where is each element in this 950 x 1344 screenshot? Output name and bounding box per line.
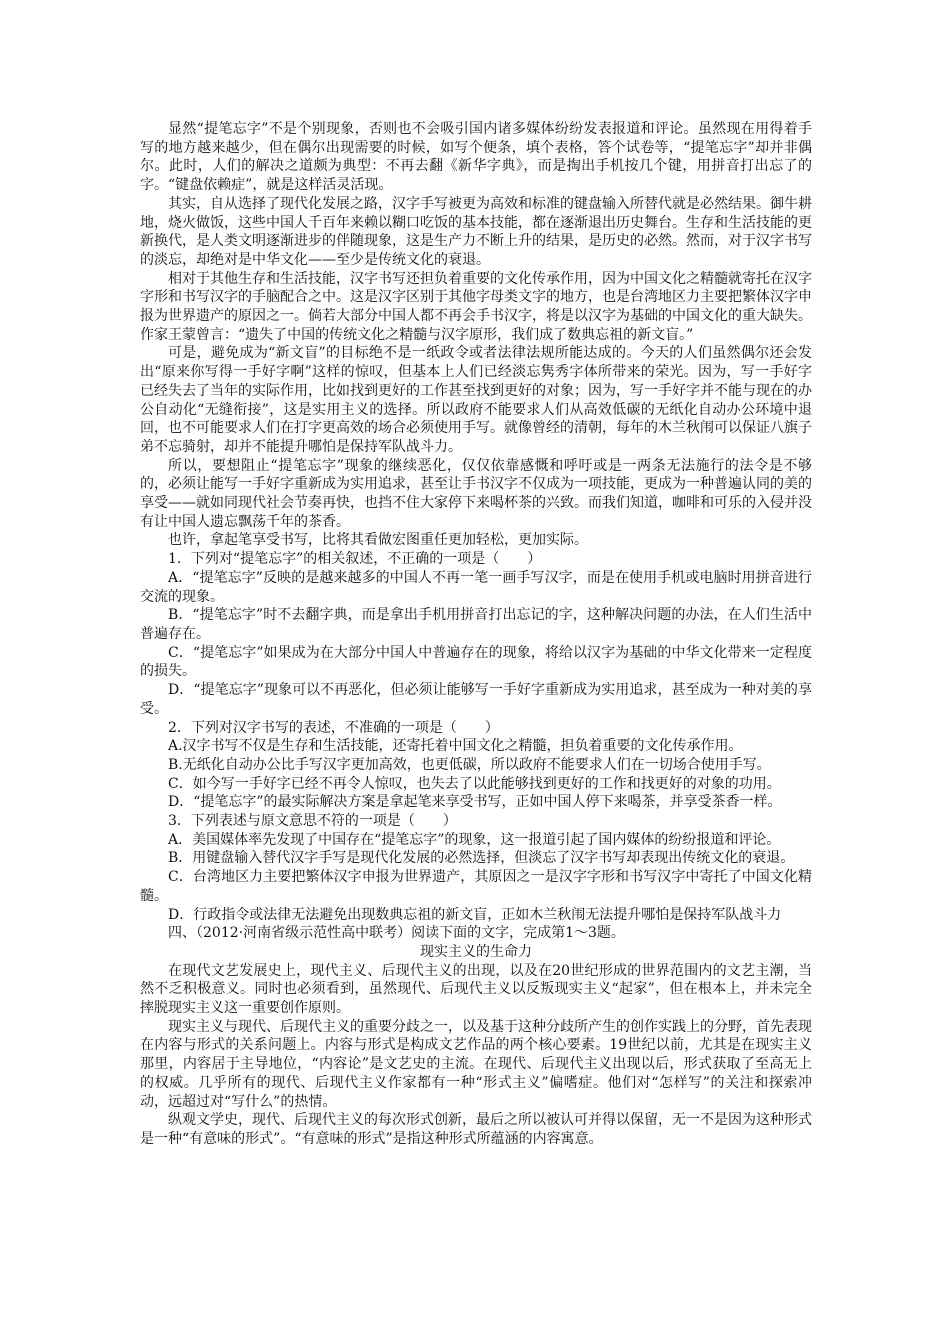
question-3-option-b: B．用键盘输入替代汉字手写是现代化发展的必然选择，但淡忘了汉字书写却表现出传统文化的衰退。 xyxy=(168,850,795,867)
paragraph-intro: 显然“提笔忘字”不是个别现象，否则也不会吸引国内诸多媒体纷纷发表报道和评论。虽然现在用得着手写的地方越来越少，但在偶尔出现需要的时候，如写个便条，填个表格，答个试卷等，“提笔忘字”却并非偶尔。此时，人们的解决之道颇为典型：不再去翻《新华字典》，而是掏出手机按几个键，用拼音打出忘了的字。“键盘依赖症”，就是这样活灵活现。 xyxy=(140,121,812,194)
question-2-option-a: A.汉字书写不仅是生存和生活技能，还寄托着中国文化之精髓，担负着重要的文化传承作用。 xyxy=(168,738,743,755)
article-paragraph: 纵观文学史，现代、后现代主义的每次形式创新，最后之所以被认可并得以保留，无一不是因为这种形式是一种“有意味的形式”。“有意味的形式”是指这种形式所蕴涵的内容寓意。 xyxy=(140,1112,812,1147)
paragraph-solution: 所以，要想阻止“提笔忘字”现象的继续恶化，仅仅依靠感慨和呼吁或是一两条无法施行的法令是不够的，必须让能写一手好字重新成为实用追求，甚至让手书汉字不仅成为一项技能，更成为一种普遍认同的美的享受——就如同现代社会节奏再快，也挡不住大家停下来喝杯茶的兴致。而我们知道，咖啡和可乐的入侵并没有让中国人遗忘飘荡千年的茶香。 xyxy=(140,457,812,530)
question-3-option-d: D．行政指令或法律无法避免出现数典忘祖的新文盲，正如木兰秋闱无法提升哪怕是保持军队战斗力 xyxy=(168,906,782,923)
paragraph-cultural-heritage: 相对于其他生存和生活技能，汉字书写还担负着重要的文化传承作用，因为中国文化之精髓就寄托在汉字字形和书写汉字的手脑配合之中。这是汉字区别于其他字母类文字的地方，也是台湾地区力主要把繁体汉字申报为世界遗产的原因之一。倘若大部分中国人都不再会手书汉字，将是以汉字为基础的中国文化的重大缺失。作家王蒙曾言：“遗失了中国的传统文化之精髓与汉字原形，我们成了数典忘祖的新文盲。” xyxy=(140,270,812,343)
paragraph-modernization: 其实，自从选择了现代化发展之路，汉字手写被更为高效和标准的键盘输入所替代就是必然结果。御牛耕地，烧火做饭，这些中国人千百年来赖以糊口吃饭的基本技能，都在逐渐退出历史舞台。生存和生活技能的更新换代，是人类文明逐渐进步的伴随现象，这是生产力不断上升的结果，是历史的必然。然而，对于汉字书写的淡忘，却绝对是中华文化——至少是传统文化的衰退。 xyxy=(140,195,812,268)
question-1-option-a: A．“提笔忘字”反映的是越来越多的中国人不再一笔一画手写汉字，而是在使用手机或电脑时用拼音进行交流的现象。 xyxy=(140,569,812,605)
question-3-stem: 3．下列表述与原文意思不符的一项是（ ） xyxy=(168,813,457,830)
paragraph-conclusion: 也许，拿起笔享受书写，比将其看做宏图重任更加轻松，更加实际。 xyxy=(168,532,588,549)
article-paragraph: 在现代文艺发展史上，现代主义、后现代主义的出现，以及在20世纪形成的世界范围内的文艺主潮，当然不乏积极意义。同时也必须看到，虽然现代、后现代主义以反叛现实主义“起家”，但在根本上，并未完全摔脱现实主义这一重要创作原则。 xyxy=(140,962,812,1017)
article-paragraph: 现实主义与现代、后现代主义的重要分歧之一，以及基于这种分歧所产生的创作实践上的分野，首先表现在内容与形式的关系问题上。内容与形式是构成文艺作品的两个核心要素。19世纪以前，尤其是在现实主义那里，内容居于主导地位，“内容论”是文艺史的主流。在现代、后现代主义出现以后，形式获取了至高无上的权威。几乎所有的现代、后现代主义作家都有一种“形式主义”偏嗜症。他们对“怎样写”的关注和探索冲动，远超过对“写什么”的热情。 xyxy=(140,1018,812,1110)
section-four-heading: 四、（2012·河南省级示范性高中联考）阅读下面的文字，完成第1～3题。 xyxy=(168,925,625,942)
document-page xyxy=(140,120,812,1149)
question-1-stem: 1．下列对“提笔忘字”的相关叙述，不正确的一项是（ ） xyxy=(168,551,542,568)
paragraph-new-illiterate: 可是，避免成为“新文盲”的目标绝不是一纸政令或者法律法规所能达成的。今天的人们虽然偶尔还会发出“原来你写得一手好字啊”这样的惊叹，但基本上人们已经淡忘隽秀字体所带来的荣光。因为，写一手好字已经失去了当年的实际作用，比如找到更好的工作甚至找到更好的对象；因为，写一手好字并不能与现在的办公自动化“无缝衔接”，这是实用主义的选择。所以政府不能要求人们从高效低碳的无纸化自动办公环境中退回，也不可能要求人们在打字更高效的场合必须使用手写。就像曾经的清朝，每年的木兰秋闱可以保证八旗子弟不忘骑射，却并不能提升哪怕是保持军队战斗力。 xyxy=(140,345,812,455)
question-3-option-a: A．美国媒体率先发现了中国存在“提笔忘字”的现象，这一报道引起了国内媒体的纷纷报道和评论。 xyxy=(168,831,781,848)
question-2-stem: 2．下列对汉字书写的表述，不准确的一项是（ ） xyxy=(168,719,499,736)
article-title: 现实主义的生命力 xyxy=(420,943,532,960)
question-1-option-b: B．“提笔忘字”时不去翻字典，而是拿出手机用拼音打出忘记的字，这种解决问题的办法，在人们生活中普遍存在。 xyxy=(140,607,812,642)
question-2-option-c: C．如今写一手好字已经不再令人惊叹，也失去了以此能够找到更好的工作和找更好的对象的功用。 xyxy=(168,775,781,792)
question-2-option-d: D．“提笔忘字”的最实际解决方案是拿起笔来享受书写，正如中国人停下来喝茶，并享受茶香一样。 xyxy=(168,794,782,811)
question-3-option-c: C．台湾地区力主要把繁体汉字申报为世界遗产，其原因之一是汉字字形和书写汉字中寄托了中国文化精髓。 xyxy=(140,869,812,904)
question-1-option-c: C．“提笔忘字”如果成为在大部分中国人中普遍存在的现象，将给以汉字为基础的中华文化带来一定程度的损失。 xyxy=(140,644,812,680)
question-1-option-d: D．“提笔忘字”现象可以不再恶化，但必须让能够写一手好字重新成为实用追求，甚至成为一种对美的享受。 xyxy=(140,682,812,717)
question-2-option-b: B.无纸化自动办公比手写汉字更加高效，也更低碳，所以政府不能要求人们在一切场合使用手写。 xyxy=(168,756,771,773)
